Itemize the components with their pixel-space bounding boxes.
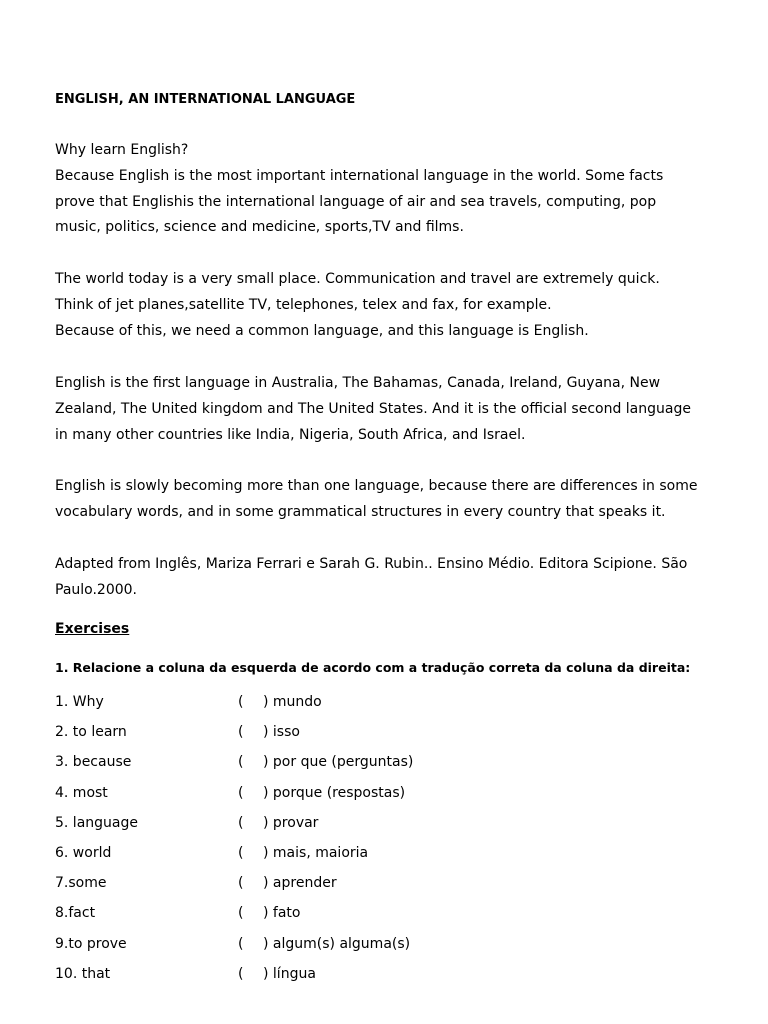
answer-blank: ( [238, 875, 244, 892]
paragraph-line: Paulo.2000. [55, 581, 138, 598]
paragraph-line: in many other countries like India, Nigeria, South Africa, and Israel. [55, 426, 526, 443]
paragraph-line: Why learn English? [55, 142, 189, 158]
matching-row [55, 724, 725, 754]
paragraph-line: English is the first language in Australia, The Bahamas, Canada, Ireland, Guyana, New [55, 375, 661, 391]
answer-blank: ( [238, 694, 244, 710]
paragraph-line: Think of jet planes,satellite TV, telephones, telex and fax, for example. [55, 296, 552, 313]
matching-list [55, 694, 725, 996]
answer-blank: ( [238, 905, 244, 922]
matching-term: 9.to prove [55, 935, 127, 952]
answer-blank: ( [238, 814, 244, 831]
matching-term: 5. language [55, 814, 138, 831]
matching-term: 2. to learn [55, 724, 127, 741]
answer-blank: ( [238, 784, 244, 801]
matching-term: 7.some [55, 875, 107, 892]
matching-translation: ) isso [263, 724, 300, 741]
matching-term: 4. most [55, 784, 108, 801]
answer-blank: ( [238, 724, 244, 741]
answer-blank: ( [238, 844, 244, 861]
matching-row [55, 785, 725, 815]
paragraph-line: prove that Englishis the international language of air and sea travels, computing, pop [55, 193, 657, 210]
matching-translation: ) mais, maioria [263, 844, 369, 861]
matching-translation: ) algum(s) alguma(s) [263, 935, 411, 952]
paragraph-line: music, politics, science and medicine, sports,TV and films. [55, 219, 464, 236]
matching-row [55, 694, 725, 724]
paragraph-source-citation [55, 552, 725, 604]
matching-row [55, 845, 725, 875]
paragraph-line: Adapted from Inglês, Mariza Ferrari e Sarah G. Rubin.. Ensino Médio. Editora Scipione. São [55, 556, 688, 572]
matching-row [55, 754, 725, 784]
matching-term: 8.fact [55, 905, 96, 922]
matching-translation: ) provar [263, 814, 319, 831]
matching-translation: ) aprender [263, 875, 337, 892]
matching-row [55, 905, 725, 935]
matching-row [55, 936, 725, 966]
paragraph-line: Because of this, we need a common language, and this language is English. [55, 322, 589, 339]
answer-blank: ( [238, 965, 244, 982]
matching-translation: ) fato [263, 905, 301, 922]
exercise-instruction: 1. Relacione a coluna da esquerda de acordo com a tradução correta da coluna da direita: [55, 660, 691, 675]
matching-term: 10. that [55, 965, 111, 982]
paragraph-line: vocabulary words, and in some grammatical structures in every country that speaks it. [55, 503, 666, 520]
matching-term: 3. because [55, 754, 132, 771]
matching-translation: ) língua [263, 965, 316, 982]
paragraph-line: Zealand, The United kingdom and The United States. And it is the official second language [55, 400, 691, 417]
exercises-heading: Exercises [55, 621, 130, 637]
paragraph-slowly-becoming [55, 474, 725, 526]
paragraph-first-language [55, 371, 725, 448]
matching-row [55, 815, 725, 845]
matching-term: 1. Why [55, 694, 104, 710]
paragraph-line: Because English is the most important international language in the world. Some facts [55, 167, 664, 184]
answer-blank: ( [238, 754, 244, 771]
matching-translation: ) mundo [263, 694, 322, 710]
paragraph-small-world [55, 267, 725, 344]
paragraph-line: English is slowly becoming more than one language, because there are differences in some [55, 478, 698, 494]
matching-translation: ) porque (respostas) [263, 784, 406, 801]
paragraph-why-learn [55, 138, 725, 241]
matching-term: 6. world [55, 844, 112, 861]
paragraph-line: The world today is a very small place. Communication and travel are extremely quick. [55, 271, 660, 287]
matching-translation: ) por que (perguntas) [263, 754, 414, 771]
document-title: ENGLISH, AN INTERNATIONAL LANGUAGE [55, 92, 356, 107]
matching-row [55, 966, 725, 996]
answer-blank: ( [238, 935, 244, 952]
matching-row [55, 875, 725, 905]
